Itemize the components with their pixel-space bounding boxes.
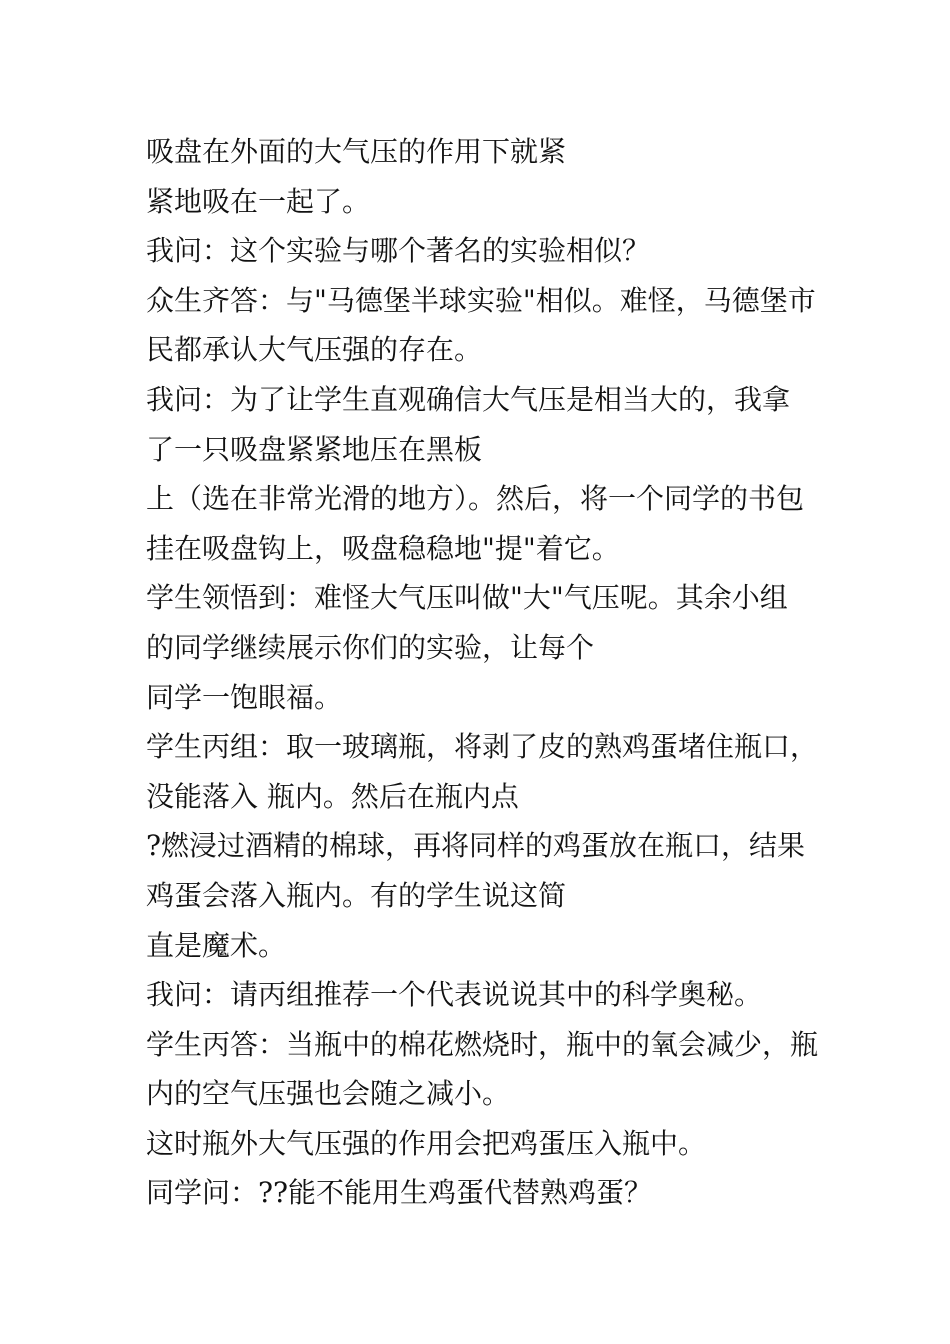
text-line: 学生丙答：当瓶中的棉花燃烧时，瓶中的氧会减少，瓶 bbox=[146, 1027, 819, 1061]
document-body bbox=[146, 127, 836, 1218]
text-line: 民都承认大气压强的存在。 bbox=[146, 333, 483, 367]
text-line: 同学问：??能不能用生鸡蛋代替熟鸡蛋？ bbox=[146, 1176, 653, 1210]
text-line: ?燃浸过酒精的棉球，再将同样的鸡蛋放在瓶口，结果 bbox=[146, 829, 806, 863]
text-line: 上（选在非常光滑的地方）。然后，将一个同学的书包 bbox=[146, 482, 805, 516]
text-line: 我问：请丙组推荐一个代表说说其中的科学奥秘。 bbox=[146, 978, 763, 1012]
text-line: 众生齐答：与"马德堡半球实验"相似。难怪，马德堡市 bbox=[146, 283, 816, 317]
text-line: 同学一饱眼福。 bbox=[146, 680, 343, 714]
text-line: 吸盘在外面的大气压的作用下就紧 bbox=[146, 135, 567, 168]
text-line: 了一只吸盘紧紧地压在黑板 bbox=[146, 432, 483, 466]
text-line: 这时瓶外大气压强的作用会把鸡蛋压入瓶中。 bbox=[146, 1126, 707, 1160]
text-line: 紧地吸在一起了。 bbox=[146, 184, 371, 218]
text-line: 学生丙组：取一玻璃瓶，将剥了皮的熟鸡蛋堵住瓶口， bbox=[146, 730, 819, 764]
text-line: 鸡蛋会落入瓶内。有的学生说这简 bbox=[146, 878, 567, 912]
text-line: 内的空气压强也会随之减小。 bbox=[146, 1077, 511, 1111]
text-line: 挂在吸盘钩上，吸盘稳稳地"提"着它。 bbox=[146, 531, 620, 565]
text-line: 的同学继续展示你们的实验，让每个 bbox=[146, 630, 595, 664]
text-line: 没能落入 瓶内。然后在瓶内点 bbox=[146, 779, 519, 813]
text-line: 学生领悟到：难怪大气压叫做"大"气压呢。其余小组 bbox=[146, 581, 788, 615]
text-line: 直是魔术。 bbox=[146, 928, 287, 962]
text-line: 我问：为了让学生直观确信大气压是相当大的，我拿 bbox=[146, 382, 791, 416]
text-line: 我问：这个实验与哪个著名的实验相似？ bbox=[146, 234, 651, 268]
